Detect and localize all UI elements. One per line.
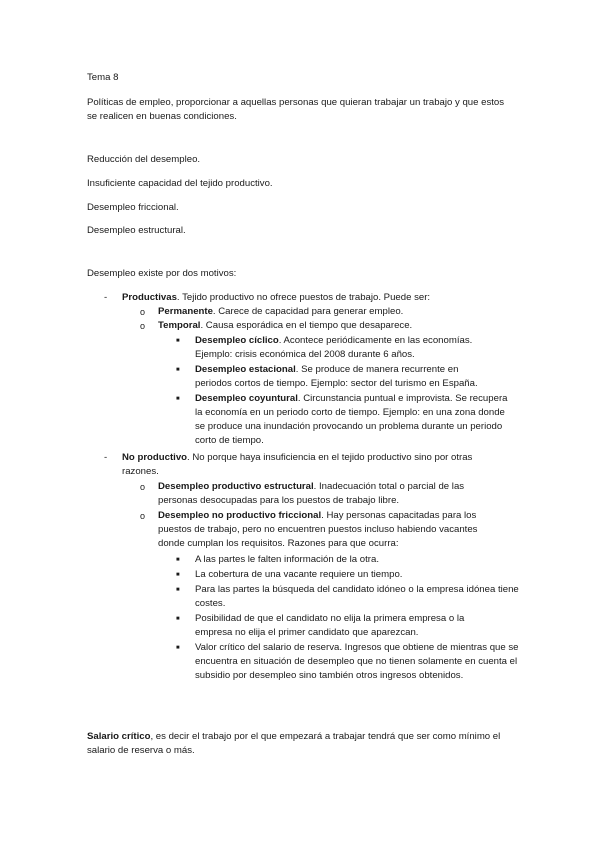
circle-bullet: o <box>140 307 146 317</box>
dash-bullet: - <box>104 292 108 303</box>
frictional-item <box>158 509 488 551</box>
type-temporal-text: . Causa esporádica en el tiempo que desaparece. <box>200 320 413 331</box>
closing-paragraph <box>87 730 517 758</box>
dash-bullet: - <box>104 452 108 463</box>
type-permanent-term: Permanente <box>158 306 213 317</box>
cause-productive-term: Productivas <box>122 292 177 303</box>
frictional-term: Desempleo no productivo friccional <box>158 510 322 521</box>
square-bullet: ■ <box>176 557 180 563</box>
type-permanent <box>158 305 403 319</box>
motives-title: Desempleo existe por dos motivos: <box>87 268 237 279</box>
type-temporal <box>158 319 412 333</box>
cause-non-productive-term: No productivo <box>122 452 188 463</box>
seasonal-term: Desempleo estacional <box>195 364 296 375</box>
intro-paragraph: Políticas de empleo, proporcionar a aquellas personas que quieran trabajar un trabajo y que estos se realicen en buenas condiciones. <box>87 97 505 122</box>
square-bullet: ■ <box>176 572 180 578</box>
conjunctural-text: . Circunstancia puntual e improvista. Se recupera la economía en un periodo corto de tiempo. Ejemplo: en una zona donde se produce una inundación provocando un problema durante un periodo corto de tiempo. <box>195 393 508 446</box>
conjunctural-term: Desempleo coyuntural <box>195 393 298 404</box>
circle-bullet: o <box>140 482 146 492</box>
cause-non-productive-text: . No porque haya insuficiencia en el tejido productivo sino por otras razones. <box>122 452 473 477</box>
cause-productive-text: . Tejido productivo no ofrece puestos de trabajo. Puede ser: <box>176 292 431 303</box>
cause-productive <box>122 291 430 305</box>
circle-bullet: o <box>140 321 146 331</box>
circle-bullet: o <box>140 511 146 521</box>
closing-text: , es decir el trabajo por el que empezará a trabajar tendrá que ser como mínimo el salario de reserva o más. <box>87 731 501 756</box>
seasonal-text: . Se produce de manera recurrente en periodos cortos de tiempo. Ejemplo: sector del turismo en España. <box>195 364 478 389</box>
objective-3: Desempleo friccional. <box>87 202 179 213</box>
square-bullet: ■ <box>176 616 180 622</box>
cyclical-item <box>195 334 485 362</box>
reason-1: A las partes le falten información de la otra. <box>195 554 379 565</box>
objective-4: Desempleo estructural. <box>87 225 186 236</box>
structural-text: . Inadecuación total o parcial de las personas desocupadas para los puestos de trabajo libre. <box>158 481 465 506</box>
reason-2: La cobertura de una vacante requiere un tiempo. <box>195 569 403 580</box>
cyclical-text: . Acontece periódicamente en las economías. Ejemplo: crisis económica del 2008 durante 6 años. <box>195 335 473 360</box>
square-bullet: ■ <box>176 645 180 651</box>
cyclical-term: Desempleo cíclico <box>195 335 279 346</box>
structural-item <box>158 480 478 508</box>
closing-term: Salario crítico <box>87 731 151 742</box>
document-heading: Tema 8 <box>87 72 119 83</box>
objective-2: Insuficiente capacidad del tejido productivo. <box>87 178 273 189</box>
conjunctural-item <box>195 392 515 448</box>
structural-term: Desempleo productivo estructural <box>158 481 314 492</box>
square-bullet: ■ <box>176 396 180 402</box>
square-bullet: ■ <box>176 367 180 373</box>
reason-4: Posibilidad de que el candidato no elija la primera empresa o la empresa no elija el primer candidato que aparezcan. <box>195 613 465 638</box>
seasonal-item <box>195 363 495 391</box>
frictional-text: . Hay personas capacitadas para los puestos de trabajo, pero no encuentren puestos incluso habiendo vacantes donde cumplan los requisitos. Razones para que ocurra: <box>158 510 478 549</box>
objective-1: Reducción del desempleo. <box>87 154 201 165</box>
reason-5: Valor crítico del salario de reserva. Ingresos que obtiene de mientras que se encuentra en situación de desempleo que no tienen solamente en cuenta el subsidio por desempleo sino también otros ingresos obtenidos. <box>195 642 519 681</box>
square-bullet: ■ <box>176 338 180 344</box>
type-permanent-text: . Carece de capacidad para generar empleo. <box>212 306 404 317</box>
cause-non-productive <box>122 451 502 479</box>
square-bullet: ■ <box>176 587 180 593</box>
reason-3: Para las partes la búsqueda del candidato idóneo o la empresa idónea tiene costes. <box>195 584 519 609</box>
type-temporal-term: Temporal <box>158 320 201 331</box>
